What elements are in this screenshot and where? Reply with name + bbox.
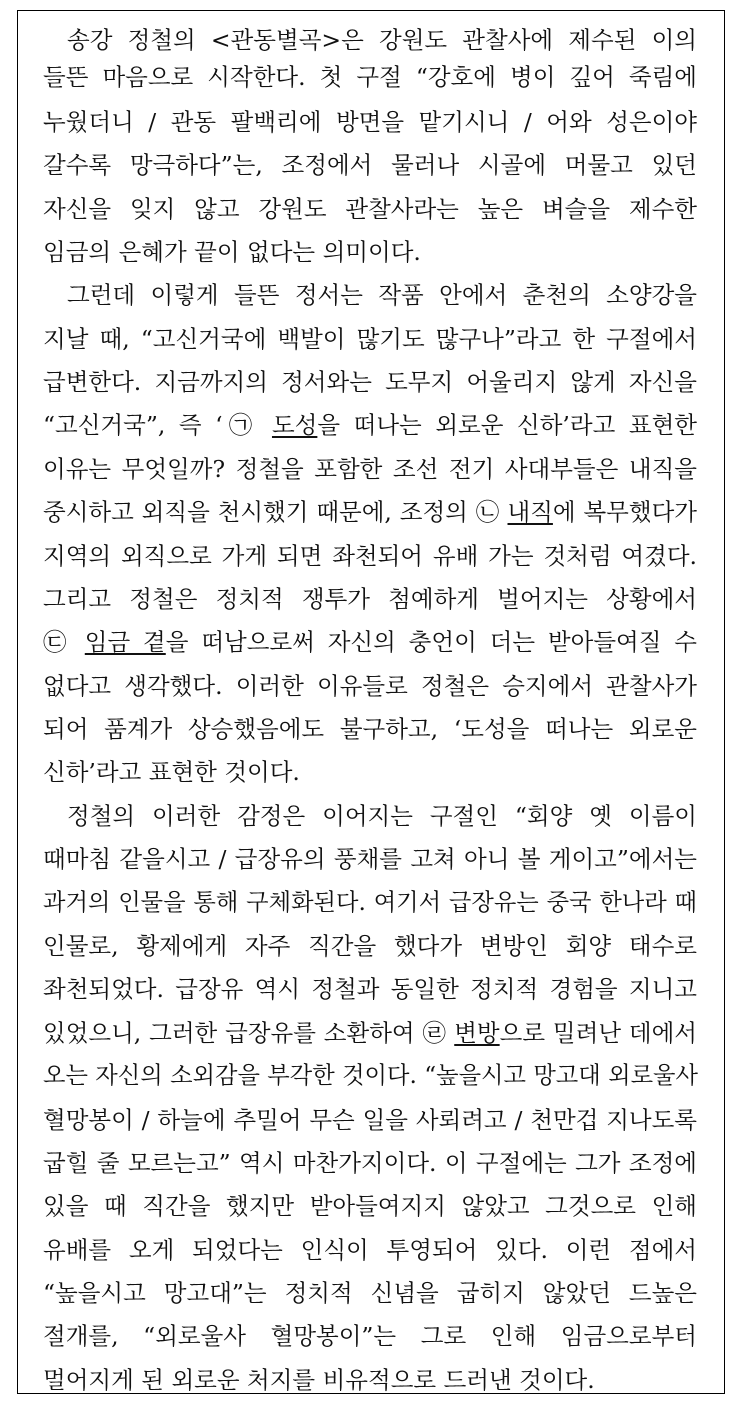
text-line: 임금의 은혜가 끝이 없다는 의미이다. [43,238,421,266]
text-line: 누웠더니 / 관동 팔백리에 방면을 맡기시니 / 어와 성은이야 [43,108,697,136]
underlined-term-b: 내직 [507,498,553,526]
text-line: 갈수록 망극하다”는, 조정에서 물러나 시골에 머물고 있던 [43,151,697,179]
text-line: 정철의 이러한 감정은 이어지는 구절인 “회양 옛 이름이 [67,802,697,830]
text-line: 자신을 잊지 않고 강원도 관찰사라는 높은 벼슬을 제수한 [43,195,697,223]
text-line: 좌천되었다. 급장유 역시 정철과 동일한 정치적 경험을 지니고 [43,975,697,1003]
underlined-term-c: 임금 곁 [84,628,166,656]
text-line: 신하’라고 표현한 것이다. [43,758,300,786]
text-line: 되어 품계가 상승했음에도 불구하고, ‘도성을 떠나는 외로운 [43,715,697,743]
text-line: 유배를 오게 되었다는 인식이 투영되어 있다. 이런 점에서 [43,1236,697,1264]
text-line: 절개를, “외로울사 혈망봉이”는 그로 인해 임금으로부터 [43,1322,697,1350]
text-line: 굽힐 줄 모르는고” 역시 마찬가지이다. 이 구절에는 그가 조정에 [43,1149,697,1177]
text-line: 지역의 외직으로 가게 되면 좌천되어 유배 가는 것처럼 여겼다. [43,542,697,570]
text-line: 때마침 같을시고 / 급장유의 풍채를 고쳐 아니 볼 게이고”에서는 [43,845,697,873]
text-line: 그런데 이렇게 들뜬 정서는 작품 안에서 춘천의 소양강을 [67,281,697,309]
text-line: 멀어지게 된 외로운 처지를 비유적으로 드러낸 것이다. [43,1366,595,1394]
text-line-marker-c: ㉢ 임금 곁을 떠남으로써 자신의 충언이 더는 받아들여질 수 [43,628,698,656]
underlined-term-a: 도성 [271,411,318,439]
text-line: 없다고 생각했다. 이러한 이유들로 정철은 승지에서 관찰사가 [43,672,697,700]
text-line: 있을 때 직간을 했지만 받아들여지지 않았고 그것으로 인해 [43,1192,697,1220]
text-line: 인물로, 황제에게 자주 직간을 했다가 변방인 회양 태수로 [43,932,697,960]
text-line: 이유는 무엇일까? 정철을 포함한 조선 전기 사대부들은 내직을 [43,455,697,483]
underlined-term-d: 변방 [454,1019,500,1047]
text-line: “높을시고 망고대”는 정치적 신념을 굽히지 않았던 드높은 [43,1279,697,1307]
text-line: 들뜬 마음으로 시작한다. 첫 구절 “강호에 병이 깊어 죽림에 [43,63,697,91]
text-line: 급변한다. 지금까지의 정서와는 도무지 어울리지 않게 자신을 [43,368,697,396]
text-line-marker-a: “고신거국”, 즉 ‘㉠ 도성을 떠나는 외로운 신하’라고 표현한 [43,411,697,439]
text-line: 혈망봉이 / 하늘에 추밀어 무슨 일을 사뢰려고 / 천만겁 지나도록 [43,1106,697,1134]
text-line: 과거의 인물을 통해 구체화된다. 여기서 급장유는 중국 한나라 때 [43,889,697,916]
text-line: 지날 때, “고신거국에 백발이 많기도 많구나”라고 한 구절에서 [43,325,697,353]
text-line-marker-d: 있었으니, 그러한 급장유를 소환하여 ㉣ 변방으로 밀려난 데에서 [43,1019,697,1047]
text-line: 그리고 정철은 정치적 쟁투가 첨예하게 벌어지는 상황에서 [43,585,697,613]
text-line: 송강 정철의 <관동별곡>은 강원도 관찰사에 제수된 이의 [67,26,697,54]
text-line-marker-b: 중시하고 외직을 천시했기 때문에, 조정의 ㉡ 내직에 복무했다가 [43,498,697,526]
text-line: 오는 자신의 소외감을 부각한 것이다. “높을시고 망고대 외로울사 [43,1062,698,1089]
